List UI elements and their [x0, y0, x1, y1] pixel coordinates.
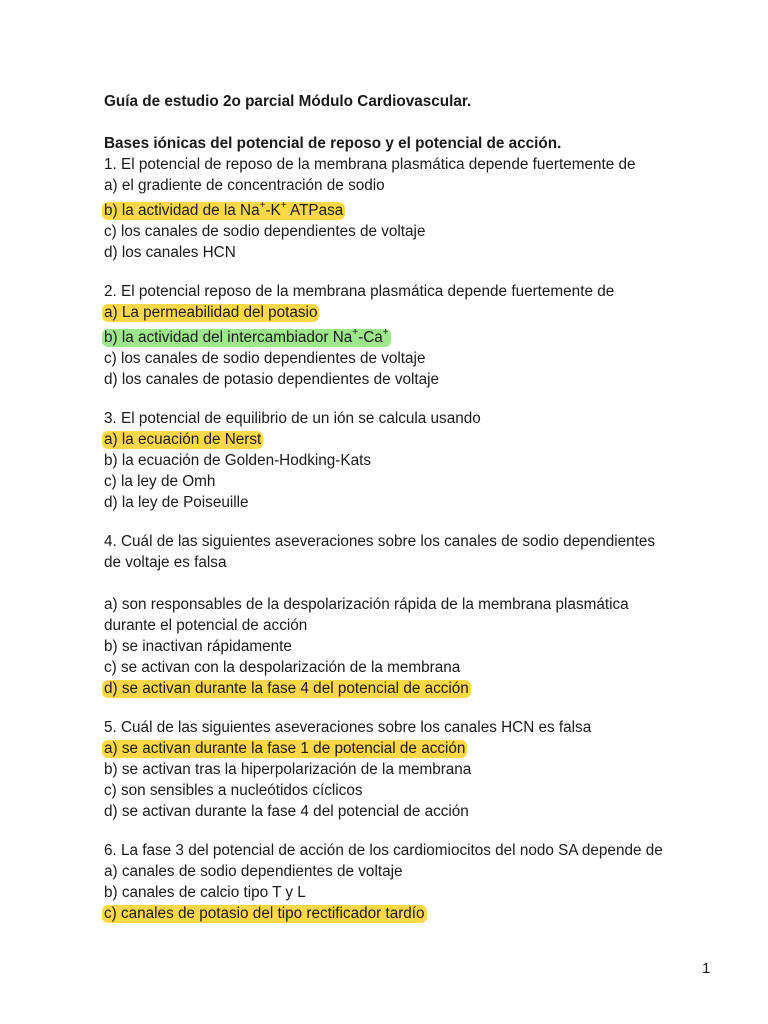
- spacer: [104, 112, 744, 133]
- q4-question-line2: de voltaje es falsa: [104, 554, 227, 571]
- q1-option-d: d) los canales HCN: [104, 244, 236, 261]
- spacer: [104, 573, 744, 594]
- q1-question: 1. El potencial de reposo de la membrana plasmática depende fuertemente de: [104, 156, 636, 173]
- q1-option-b-suffix: ATPasa: [286, 202, 344, 219]
- q3-question: 3. El potencial de equilibrio de un ión se calcula usando: [104, 410, 481, 427]
- q5-option-c: c) son sensibles a nucleótidos cíclicos: [104, 782, 363, 799]
- document-title: Guía de estudio 2o parcial Módulo Cardiovascular.: [104, 93, 472, 110]
- q2-option-b-highlight: [102, 329, 391, 347]
- q1-option-b-prefix: b) la actividad de la Na: [104, 202, 260, 219]
- q1-option-b-mid: -K: [265, 202, 281, 219]
- q2-option-b-sup2: +: [382, 327, 389, 338]
- q3-option-a: [104, 429, 744, 450]
- q1-option-b-sup2: +: [280, 200, 287, 211]
- spacer: [104, 822, 744, 840]
- q6-option-b: b) canales de calcio tipo T y L: [104, 884, 306, 901]
- q1-option-a: a) el gradiente de concentración de sodio: [104, 177, 385, 194]
- q6-question: 6. La fase 3 del potencial de acción de los cardiomiocitos del nodo SA depende de: [104, 842, 663, 859]
- q2-option-b-sup1: +: [352, 327, 359, 338]
- q2-option-b-mid: -Ca: [358, 329, 383, 346]
- q6-option-c-highlight: c) canales de potasio del tipo rectificador tardío: [104, 905, 425, 922]
- q5-option-a: [104, 738, 744, 759]
- q1-option-c: c) los canales de sodio dependientes de voltaje: [104, 223, 426, 240]
- q4-option-c: c) se activan con la despolarización de la membrana: [104, 659, 461, 676]
- q6-option-c: [104, 903, 744, 924]
- q1-option-b: [104, 196, 744, 221]
- q3-option-d: d) la ley de Poiseuille: [104, 494, 249, 511]
- spacer: [104, 390, 744, 408]
- q5-question: 5. Cuál de las siguientes aseveraciones sobre los canales HCN es falsa: [104, 719, 592, 736]
- spacer: [104, 699, 744, 717]
- q4-question-line1: 4. Cuál de las siguientes aseveraciones sobre los canales de sodio dependientes: [104, 533, 656, 550]
- q5-option-a-highlight: a) se activan durante la fase 1 de potencial de acción: [104, 740, 466, 757]
- q6-option-a: a) canales de sodio dependientes de voltaje: [104, 863, 403, 880]
- q4-option-a-line1: a) son responsables de la despolarización rápida de la membrana plasmática: [104, 596, 629, 613]
- q2-option-a-highlight: a) La permeabilidad del potasio: [104, 304, 318, 321]
- q3-option-a-highlight: a) la ecuación de Nerst: [104, 431, 262, 448]
- q4-option-a-line2: durante el potencial de acción: [104, 617, 308, 634]
- document-page: [104, 91, 744, 924]
- spacer: [104, 263, 744, 281]
- q2-question: 2. El potencial reposo de la membrana plasmática depende fuertemente de: [104, 283, 615, 300]
- q2-option-d: d) los canales de potasio dependientes de voltaje: [104, 371, 440, 388]
- q5-option-d: d) se activan durante la fase 4 del potencial de acción: [104, 803, 469, 820]
- q4-option-d-highlight: d) se activan durante la fase 4 del potencial de acción: [104, 680, 469, 697]
- q3-option-c: c) la ley de Omh: [104, 473, 216, 490]
- spacer: [104, 513, 744, 531]
- q1-option-b-sup1: +: [259, 200, 266, 211]
- section-title: Bases iónicas del potencial de reposo y el potencial de acción.: [104, 135, 562, 152]
- q5-option-b: b) se activan tras la hiperpolarización de la membrana: [104, 761, 472, 778]
- q4-option-b: b) se inactivan rápidamente: [104, 638, 292, 655]
- q3-option-b: b) la ecuación de Golden-Hodking-Kats: [104, 452, 372, 469]
- q1-option-b-highlight: [102, 202, 345, 220]
- q2-option-b: [104, 323, 744, 348]
- q2-option-b-prefix: b) la actividad del intercambiador Na: [104, 329, 353, 346]
- q4-option-d: [104, 678, 744, 699]
- q2-option-c: c) los canales de sodio dependientes de voltaje: [104, 350, 426, 367]
- q2-option-a: [104, 302, 744, 323]
- page-number: 1: [702, 960, 711, 977]
